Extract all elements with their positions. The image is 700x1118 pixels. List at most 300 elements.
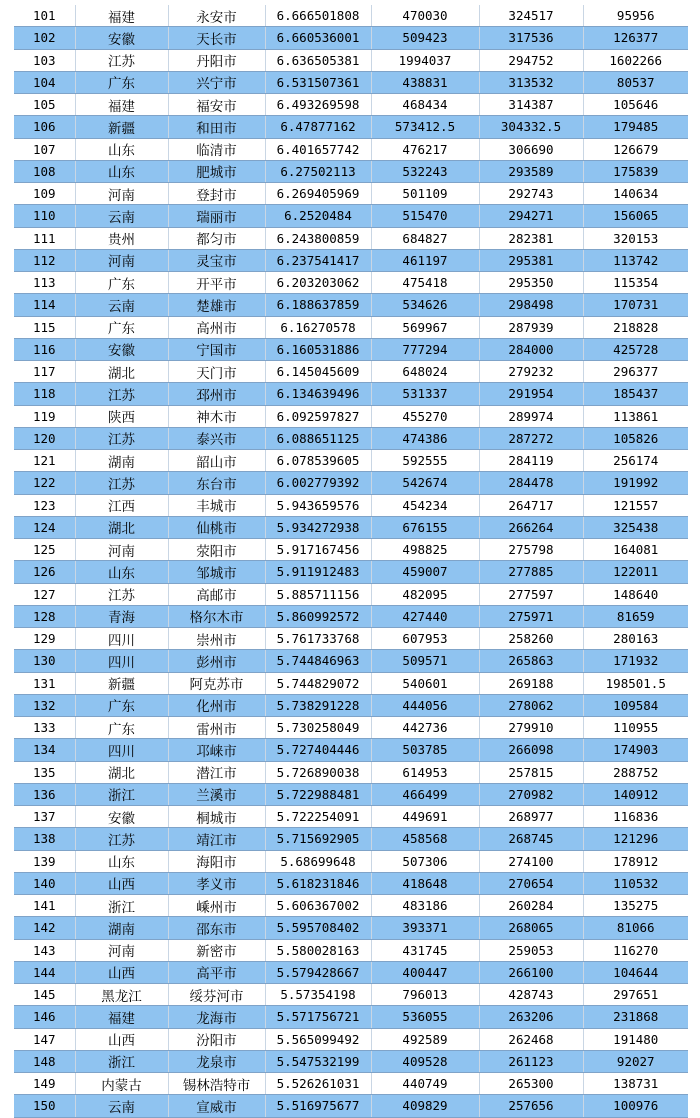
province-cell: 湖南 <box>75 917 168 939</box>
value-a-cell: 507306 <box>371 850 479 872</box>
province-cell: 山东 <box>75 850 168 872</box>
table-row <box>14 1095 688 1117</box>
value-a-cell: 534626 <box>371 294 479 316</box>
value-a-cell: 515470 <box>371 205 479 227</box>
city-cell: 锡林浩特市 <box>168 1073 265 1095</box>
province-cell: 江苏 <box>75 427 168 449</box>
table-row <box>14 984 688 1006</box>
city-cell: 汾阳市 <box>168 1028 265 1050</box>
table-row <box>14 361 688 383</box>
value-c-cell: 109584 <box>583 694 688 716</box>
rank-cell: 123 <box>14 494 75 516</box>
value-b-cell: 264717 <box>479 494 583 516</box>
value-c-cell: 138731 <box>583 1073 688 1095</box>
value-b-cell: 289974 <box>479 405 583 427</box>
city-cell: 新密市 <box>168 939 265 961</box>
table-row <box>14 183 688 205</box>
value-a-cell: 455270 <box>371 405 479 427</box>
rank-cell: 101 <box>14 5 75 27</box>
data-table <box>14 5 688 1118</box>
rank-cell: 102 <box>14 27 75 49</box>
province-cell: 安徽 <box>75 27 168 49</box>
value-c-cell: 113742 <box>583 249 688 271</box>
value-b-cell: 291954 <box>479 383 583 405</box>
province-cell: 陕西 <box>75 405 168 427</box>
data-table-container <box>14 5 688 1118</box>
value-c-cell: 156065 <box>583 205 688 227</box>
province-cell: 山西 <box>75 1028 168 1050</box>
value-b-cell: 284119 <box>479 450 583 472</box>
score-cell: 6.145045609 <box>265 361 371 383</box>
score-cell: 5.917167456 <box>265 539 371 561</box>
city-cell: 都匀市 <box>168 227 265 249</box>
table-row <box>14 1073 688 1095</box>
value-a-cell: 438831 <box>371 71 479 93</box>
province-cell: 山东 <box>75 561 168 583</box>
city-cell: 神木市 <box>168 405 265 427</box>
city-cell: 靖江市 <box>168 828 265 850</box>
table-row <box>14 872 688 894</box>
value-a-cell: 498825 <box>371 539 479 561</box>
score-cell: 5.57354198 <box>265 984 371 1006</box>
city-cell: 龙海市 <box>168 1006 265 1028</box>
rank-cell: 141 <box>14 895 75 917</box>
province-cell: 青海 <box>75 605 168 627</box>
province-cell: 福建 <box>75 5 168 27</box>
value-a-cell: 466499 <box>371 783 479 805</box>
table-row <box>14 694 688 716</box>
value-b-cell: 266264 <box>479 516 583 538</box>
rank-cell: 136 <box>14 783 75 805</box>
table-row <box>14 739 688 761</box>
province-cell: 四川 <box>75 628 168 650</box>
table-row <box>14 1050 688 1072</box>
rank-cell: 108 <box>14 160 75 182</box>
value-a-cell: 431745 <box>371 939 479 961</box>
province-cell: 黑龙江 <box>75 984 168 1006</box>
table-row <box>14 450 688 472</box>
value-a-cell: 409528 <box>371 1050 479 1072</box>
rank-cell: 112 <box>14 249 75 271</box>
rank-cell: 138 <box>14 828 75 850</box>
table-row <box>14 516 688 538</box>
value-a-cell: 492589 <box>371 1028 479 1050</box>
value-b-cell: 270654 <box>479 872 583 894</box>
value-b-cell: 265863 <box>479 650 583 672</box>
score-cell: 5.595708402 <box>265 917 371 939</box>
score-cell: 5.911912483 <box>265 561 371 583</box>
province-cell: 福建 <box>75 94 168 116</box>
value-a-cell: 483186 <box>371 895 479 917</box>
city-cell: 肥城市 <box>168 160 265 182</box>
value-b-cell: 279910 <box>479 717 583 739</box>
rank-cell: 111 <box>14 227 75 249</box>
value-b-cell: 298498 <box>479 294 583 316</box>
value-b-cell: 284000 <box>479 338 583 360</box>
province-cell: 福建 <box>75 1006 168 1028</box>
score-cell: 6.088651125 <box>265 427 371 449</box>
city-cell: 潜江市 <box>168 761 265 783</box>
province-cell: 河南 <box>75 939 168 961</box>
city-cell: 丹阳市 <box>168 49 265 71</box>
rank-cell: 107 <box>14 138 75 160</box>
value-a-cell: 444056 <box>371 694 479 716</box>
value-b-cell: 266098 <box>479 739 583 761</box>
value-c-cell: 110955 <box>583 717 688 739</box>
rank-cell: 137 <box>14 806 75 828</box>
rank-cell: 144 <box>14 961 75 983</box>
table-row <box>14 583 688 605</box>
city-cell: 天门市 <box>168 361 265 383</box>
score-cell: 5.715692905 <box>265 828 371 850</box>
table-row <box>14 272 688 294</box>
city-cell: 临清市 <box>168 138 265 160</box>
table-row <box>14 5 688 27</box>
table-row <box>14 761 688 783</box>
value-b-cell: 274100 <box>479 850 583 872</box>
city-cell: 桐城市 <box>168 806 265 828</box>
city-cell: 宣威市 <box>168 1095 265 1117</box>
table-row <box>14 783 688 805</box>
value-b-cell: 261123 <box>479 1050 583 1072</box>
table-row <box>14 806 688 828</box>
value-a-cell: 1994037 <box>371 49 479 71</box>
province-cell: 四川 <box>75 650 168 672</box>
rank-cell: 110 <box>14 205 75 227</box>
province-cell: 湖北 <box>75 361 168 383</box>
rank-cell: 145 <box>14 984 75 1006</box>
score-cell: 5.738291228 <box>265 694 371 716</box>
province-cell: 浙江 <box>75 895 168 917</box>
value-c-cell: 135275 <box>583 895 688 917</box>
value-c-cell: 296377 <box>583 361 688 383</box>
province-cell: 河南 <box>75 183 168 205</box>
table-row <box>14 116 688 138</box>
rank-cell: 131 <box>14 672 75 694</box>
table-row <box>14 917 688 939</box>
province-cell: 湖北 <box>75 516 168 538</box>
rank-cell: 115 <box>14 316 75 338</box>
value-b-cell: 263206 <box>479 1006 583 1028</box>
value-a-cell: 470030 <box>371 5 479 27</box>
province-cell: 江西 <box>75 494 168 516</box>
value-a-cell: 458568 <box>371 828 479 850</box>
table-row <box>14 205 688 227</box>
value-b-cell: 295381 <box>479 249 583 271</box>
city-cell: 兴宁市 <box>168 71 265 93</box>
score-cell: 6.636505381 <box>265 49 371 71</box>
province-cell: 浙江 <box>75 783 168 805</box>
value-b-cell: 260284 <box>479 895 583 917</box>
value-a-cell: 684827 <box>371 227 479 249</box>
score-cell: 5.860992572 <box>265 605 371 627</box>
value-b-cell: 259053 <box>479 939 583 961</box>
table-row <box>14 249 688 271</box>
value-b-cell: 277885 <box>479 561 583 583</box>
score-cell: 5.571756721 <box>265 1006 371 1028</box>
score-cell: 6.134639496 <box>265 383 371 405</box>
table-row <box>14 717 688 739</box>
province-cell: 湖南 <box>75 450 168 472</box>
province-cell: 广东 <box>75 316 168 338</box>
city-cell: 荥阳市 <box>168 539 265 561</box>
table-row <box>14 138 688 160</box>
value-c-cell: 325438 <box>583 516 688 538</box>
value-c-cell: 185437 <box>583 383 688 405</box>
province-cell: 浙江 <box>75 1050 168 1072</box>
table-row <box>14 828 688 850</box>
value-c-cell: 1602266 <box>583 49 688 71</box>
table-row <box>14 49 688 71</box>
value-a-cell: 777294 <box>371 338 479 360</box>
value-a-cell: 475418 <box>371 272 479 294</box>
value-b-cell: 428743 <box>479 984 583 1006</box>
province-cell: 贵州 <box>75 227 168 249</box>
province-cell: 广东 <box>75 272 168 294</box>
city-cell: 格尔木市 <box>168 605 265 627</box>
city-cell: 邵东市 <box>168 917 265 939</box>
table-row <box>14 1028 688 1050</box>
table-row <box>14 160 688 182</box>
value-a-cell: 676155 <box>371 516 479 538</box>
province-cell: 江苏 <box>75 472 168 494</box>
value-c-cell: 126377 <box>583 27 688 49</box>
value-b-cell: 269188 <box>479 672 583 694</box>
table-row <box>14 939 688 961</box>
city-cell: 崇州市 <box>168 628 265 650</box>
table-row <box>14 427 688 449</box>
rank-cell: 142 <box>14 917 75 939</box>
table-row <box>14 316 688 338</box>
value-c-cell: 170731 <box>583 294 688 316</box>
table-row <box>14 94 688 116</box>
rank-cell: 148 <box>14 1050 75 1072</box>
province-cell: 新疆 <box>75 672 168 694</box>
value-c-cell: 81659 <box>583 605 688 627</box>
province-cell: 四川 <box>75 739 168 761</box>
province-cell: 湖北 <box>75 761 168 783</box>
value-c-cell: 191480 <box>583 1028 688 1050</box>
score-cell: 6.27502113 <box>265 160 371 182</box>
value-c-cell: 104644 <box>583 961 688 983</box>
value-b-cell: 275798 <box>479 539 583 561</box>
value-c-cell: 110532 <box>583 872 688 894</box>
value-b-cell: 287272 <box>479 427 583 449</box>
value-c-cell: 92027 <box>583 1050 688 1072</box>
value-c-cell: 105826 <box>583 427 688 449</box>
province-cell: 广东 <box>75 717 168 739</box>
city-cell: 开平市 <box>168 272 265 294</box>
city-cell: 海阳市 <box>168 850 265 872</box>
rank-cell: 132 <box>14 694 75 716</box>
value-b-cell: 324517 <box>479 5 583 27</box>
value-c-cell: 126679 <box>583 138 688 160</box>
province-cell: 江苏 <box>75 383 168 405</box>
value-c-cell: 140912 <box>583 783 688 805</box>
value-b-cell: 284478 <box>479 472 583 494</box>
rank-cell: 114 <box>14 294 75 316</box>
value-a-cell: 607953 <box>371 628 479 650</box>
score-cell: 6.531507361 <box>265 71 371 93</box>
province-cell: 山东 <box>75 160 168 182</box>
value-c-cell: 178912 <box>583 850 688 872</box>
province-cell: 安徽 <box>75 338 168 360</box>
value-c-cell: 140634 <box>583 183 688 205</box>
table-row <box>14 895 688 917</box>
value-b-cell: 268977 <box>479 806 583 828</box>
value-a-cell: 400447 <box>371 961 479 983</box>
rank-cell: 140 <box>14 872 75 894</box>
rank-cell: 121 <box>14 450 75 472</box>
city-cell: 兰溪市 <box>168 783 265 805</box>
table-row <box>14 628 688 650</box>
rank-cell: 106 <box>14 116 75 138</box>
value-c-cell: 179485 <box>583 116 688 138</box>
value-b-cell: 292743 <box>479 183 583 205</box>
rank-cell: 109 <box>14 183 75 205</box>
value-a-cell: 648024 <box>371 361 479 383</box>
score-cell: 5.885711156 <box>265 583 371 605</box>
rank-cell: 150 <box>14 1095 75 1117</box>
value-a-cell: 440749 <box>371 1073 479 1095</box>
rank-cell: 129 <box>14 628 75 650</box>
table-row <box>14 561 688 583</box>
value-c-cell: 256174 <box>583 450 688 472</box>
value-c-cell: 171932 <box>583 650 688 672</box>
rank-cell: 118 <box>14 383 75 405</box>
score-cell: 5.618231846 <box>265 872 371 894</box>
rank-cell: 135 <box>14 761 75 783</box>
rank-cell: 125 <box>14 539 75 561</box>
city-cell: 泰兴市 <box>168 427 265 449</box>
table-row <box>14 650 688 672</box>
value-a-cell: 573412.5 <box>371 116 479 138</box>
score-cell: 6.401657742 <box>265 138 371 160</box>
city-cell: 绥芬河市 <box>168 984 265 1006</box>
value-a-cell: 409829 <box>371 1095 479 1117</box>
value-c-cell: 198501.5 <box>583 672 688 694</box>
score-cell: 5.744829072 <box>265 672 371 694</box>
rank-cell: 146 <box>14 1006 75 1028</box>
table-body <box>14 5 688 1117</box>
score-cell: 5.526261031 <box>265 1073 371 1095</box>
score-cell: 6.2520484 <box>265 205 371 227</box>
value-a-cell: 796013 <box>371 984 479 1006</box>
city-cell: 瑞丽市 <box>168 205 265 227</box>
value-b-cell: 268065 <box>479 917 583 939</box>
city-cell: 彭州市 <box>168 650 265 672</box>
score-cell: 6.660536001 <box>265 27 371 49</box>
city-cell: 邳州市 <box>168 383 265 405</box>
value-a-cell: 393371 <box>371 917 479 939</box>
province-cell: 山东 <box>75 138 168 160</box>
value-b-cell: 258260 <box>479 628 583 650</box>
province-cell: 江苏 <box>75 828 168 850</box>
value-a-cell: 461197 <box>371 249 479 271</box>
province-cell: 山西 <box>75 961 168 983</box>
city-cell: 韶山市 <box>168 450 265 472</box>
city-cell: 化州市 <box>168 694 265 716</box>
rank-cell: 120 <box>14 427 75 449</box>
table-row <box>14 605 688 627</box>
rank-cell: 124 <box>14 516 75 538</box>
score-cell: 6.160531886 <box>265 338 371 360</box>
city-cell: 宁国市 <box>168 338 265 360</box>
value-b-cell: 314387 <box>479 94 583 116</box>
province-cell: 河南 <box>75 539 168 561</box>
rank-cell: 113 <box>14 272 75 294</box>
value-c-cell: 148640 <box>583 583 688 605</box>
table-row <box>14 71 688 93</box>
value-a-cell: 501109 <box>371 183 479 205</box>
value-b-cell: 295350 <box>479 272 583 294</box>
city-cell: 高州市 <box>168 316 265 338</box>
value-b-cell: 266100 <box>479 961 583 983</box>
table-row <box>14 338 688 360</box>
value-b-cell: 287939 <box>479 316 583 338</box>
value-a-cell: 482095 <box>371 583 479 605</box>
rank-cell: 149 <box>14 1073 75 1095</box>
score-cell: 6.188637859 <box>265 294 371 316</box>
value-a-cell: 442736 <box>371 717 479 739</box>
table-row <box>14 294 688 316</box>
province-cell: 山西 <box>75 872 168 894</box>
value-c-cell: 116836 <box>583 806 688 828</box>
value-c-cell: 100976 <box>583 1095 688 1117</box>
table-row <box>14 383 688 405</box>
province-cell: 江苏 <box>75 49 168 71</box>
value-b-cell: 270982 <box>479 783 583 805</box>
rank-cell: 147 <box>14 1028 75 1050</box>
city-cell: 东台市 <box>168 472 265 494</box>
rank-cell: 130 <box>14 650 75 672</box>
province-cell: 新疆 <box>75 116 168 138</box>
score-cell: 5.580028163 <box>265 939 371 961</box>
score-cell: 5.727404446 <box>265 739 371 761</box>
value-c-cell: 320153 <box>583 227 688 249</box>
value-a-cell: 532243 <box>371 160 479 182</box>
table-row <box>14 850 688 872</box>
table-row <box>14 672 688 694</box>
value-b-cell: 265300 <box>479 1073 583 1095</box>
value-c-cell: 121557 <box>583 494 688 516</box>
rank-cell: 139 <box>14 850 75 872</box>
city-cell: 邹城市 <box>168 561 265 583</box>
table-row <box>14 494 688 516</box>
rank-cell: 122 <box>14 472 75 494</box>
value-a-cell: 540601 <box>371 672 479 694</box>
city-cell: 永安市 <box>168 5 265 27</box>
table-row <box>14 227 688 249</box>
value-c-cell: 231868 <box>583 1006 688 1028</box>
value-c-cell: 105646 <box>583 94 688 116</box>
value-a-cell: 592555 <box>371 450 479 472</box>
score-cell: 5.761733768 <box>265 628 371 650</box>
value-b-cell: 277597 <box>479 583 583 605</box>
score-cell: 6.092597827 <box>265 405 371 427</box>
score-cell: 5.934272938 <box>265 516 371 538</box>
score-cell: 5.726890038 <box>265 761 371 783</box>
value-b-cell: 262468 <box>479 1028 583 1050</box>
value-b-cell: 313532 <box>479 71 583 93</box>
province-cell: 河南 <box>75 249 168 271</box>
city-cell: 天长市 <box>168 27 265 49</box>
rank-cell: 126 <box>14 561 75 583</box>
value-b-cell: 293589 <box>479 160 583 182</box>
value-a-cell: 509571 <box>371 650 479 672</box>
value-a-cell: 509423 <box>371 27 479 49</box>
score-cell: 6.002779392 <box>265 472 371 494</box>
